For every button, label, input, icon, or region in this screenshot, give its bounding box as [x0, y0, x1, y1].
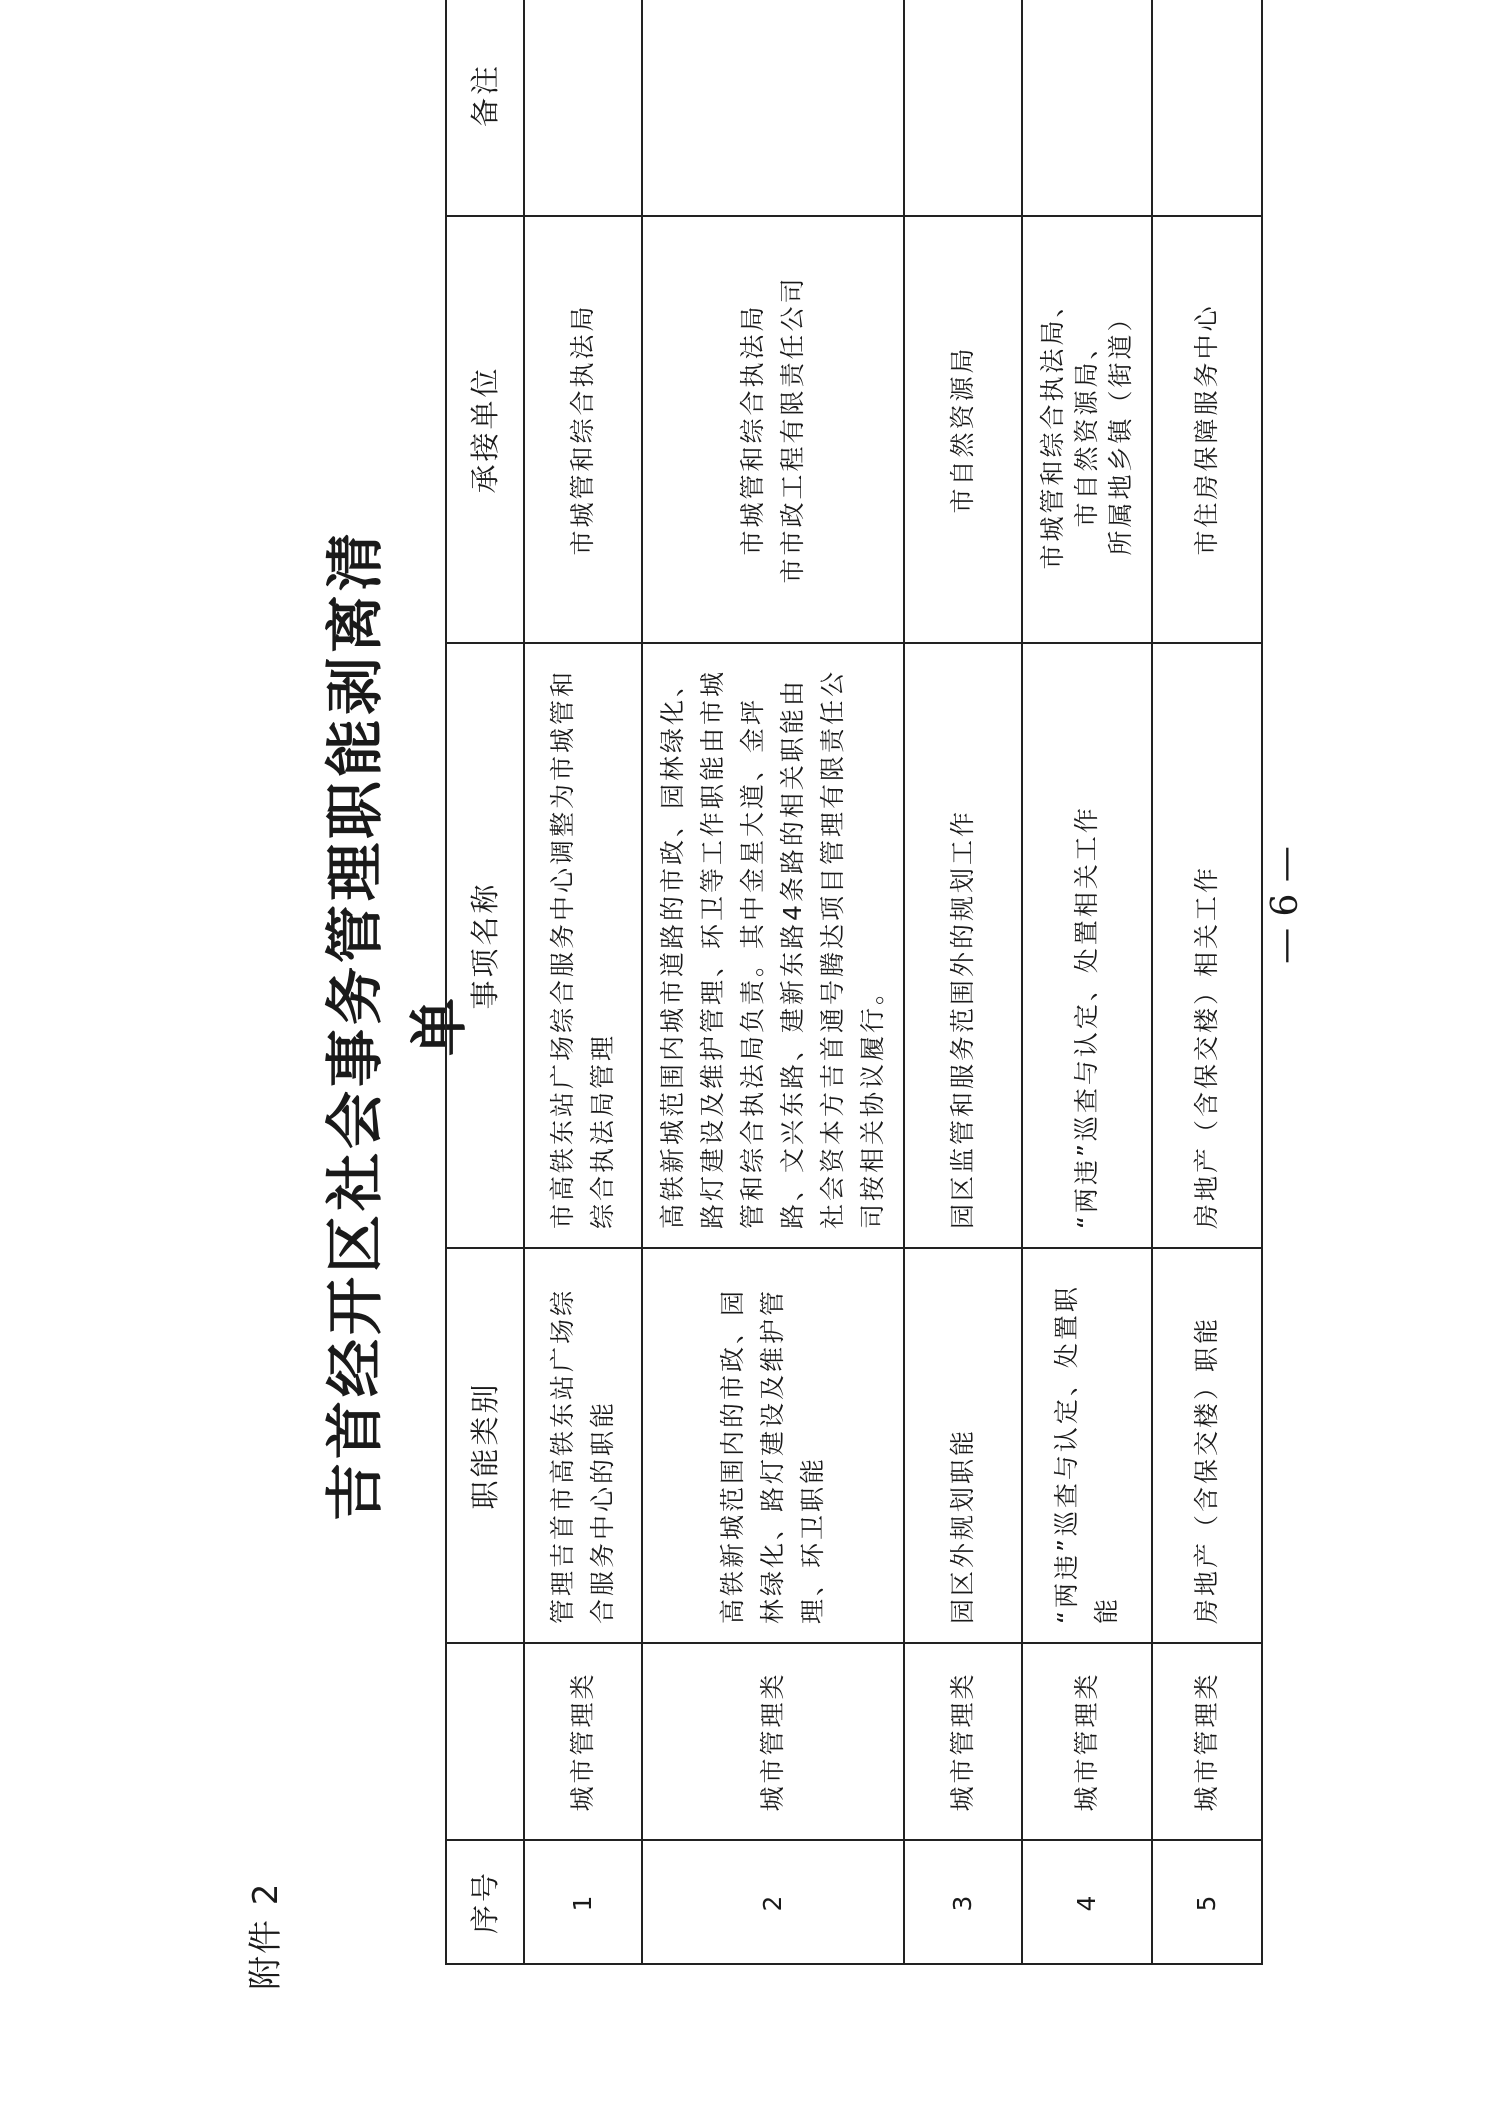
table-row: [642, 0, 904, 1964]
row-item: 房地产（含保交楼）相关工作: [1152, 643, 1262, 1248]
row-unit-line: 市城管和综合执法局: [738, 303, 767, 556]
table-row: [904, 0, 1022, 1964]
header-note: 备注: [446, 0, 524, 216]
row-unit: [904, 216, 1022, 643]
row-unit: [524, 216, 642, 643]
table-row: [524, 0, 642, 1964]
row-no: 1: [524, 1840, 642, 1964]
row-item: 高铁新城范围内城市道路的市政、园林绿化、路灯建设及维护管理、环卫等工作职能由市城管和综合执法局负责。其中金星大道、金坪路、文兴东路、建新东路4条路的相关职能由社会资本方吉首通号腾达项目管理有限责任公司按相关协议履行。: [642, 643, 904, 1248]
table-header-row: [446, 0, 524, 1964]
row-item: 园区监管和服务范围外的规划工作: [904, 643, 1022, 1248]
row-unit: [1022, 216, 1152, 643]
row-unit: [642, 216, 904, 643]
row-category: 城市管理类: [1022, 1643, 1152, 1840]
header-category: [446, 1643, 524, 1840]
row-unit-line: 市住房保障服务中心: [1192, 303, 1221, 556]
row-unit-line: 市城管和综合执法局: [568, 303, 597, 556]
page-number: — 6 —: [1265, 846, 1306, 964]
row-no: 4: [1022, 1840, 1152, 1964]
row-category: 城市管理类: [904, 1643, 1022, 1840]
row-item: “两违”巡查与认定、处置相关工作: [1022, 643, 1152, 1248]
row-unit-line: 市自然资源局、: [1072, 331, 1101, 528]
header-no: 序号: [446, 1840, 524, 1964]
header-item: 事项名称: [446, 643, 524, 1248]
row-no: 3: [904, 1840, 1022, 1964]
row-function: 园区外规划职能: [904, 1248, 1022, 1643]
row-unit-line: 市城管和综合执法局、: [1038, 289, 1067, 570]
header-function: 职能类别: [446, 1248, 524, 1643]
row-note: [1022, 0, 1152, 216]
row-unit-line: 市市政工程有限责任公司: [778, 275, 807, 584]
separation-list-table: [445, 0, 1263, 1965]
row-unit: [1152, 216, 1262, 643]
row-unit-line: 市自然资源局: [948, 345, 977, 514]
row-function: “两违”巡查与认定、处置职能: [1022, 1248, 1152, 1643]
page-title: 吉首经开区社会事务管理职能剥离清单: [321, 529, 473, 1522]
row-note: [1152, 0, 1262, 216]
table-row: [1152, 0, 1262, 1964]
row-no: 5: [1152, 1840, 1262, 1964]
row-note: [642, 0, 904, 216]
attachment-label: 附件 2: [246, 1881, 286, 1990]
header-unit: 承接单位: [446, 216, 524, 643]
row-function: 高铁新城范围内的市政、园林绿化、路灯建设及维护管理、环卫职能: [642, 1248, 904, 1643]
row-function: 房地产（含保交楼）职能: [1152, 1248, 1262, 1643]
row-no: 2: [642, 1840, 904, 1964]
row-function: 管理吉首市高铁东站广场综合服务中心的职能: [524, 1248, 642, 1643]
row-category: 城市管理类: [524, 1643, 642, 1840]
row-category: 城市管理类: [642, 1643, 904, 1840]
table-row: [1022, 0, 1152, 1964]
row-unit-line: 所属地乡镇（街道）: [1106, 303, 1135, 556]
row-category: 城市管理类: [1152, 1643, 1262, 1840]
row-note: [904, 0, 1022, 216]
row-item: 市高铁东站广场综合服务中心调整为市城管和综合执法局管理: [524, 643, 642, 1248]
row-note: [524, 0, 642, 216]
